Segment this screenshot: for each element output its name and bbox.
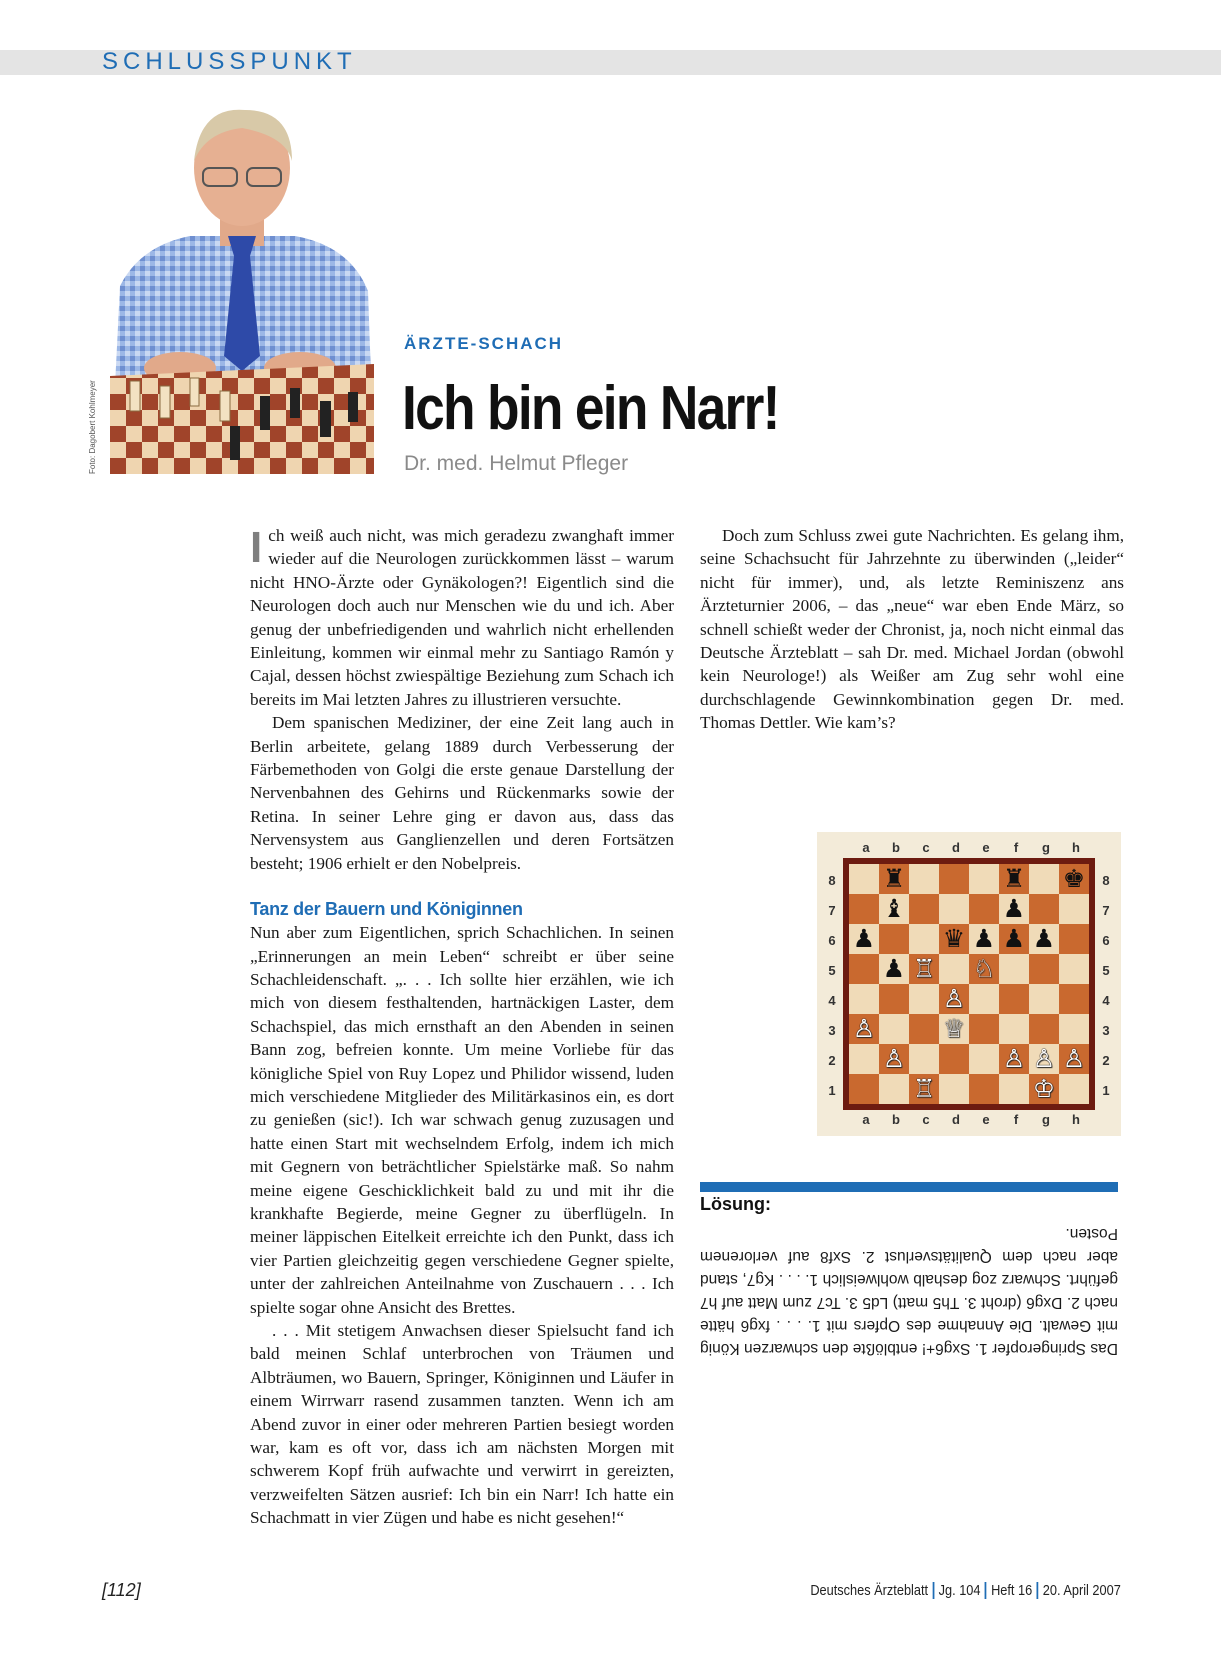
board-square-d7 bbox=[939, 894, 969, 924]
journal-name: Deutsches Ärzteblatt bbox=[810, 1582, 929, 1599]
chess-piece: ♙ bbox=[942, 984, 966, 1013]
board-square-g7 bbox=[1029, 894, 1059, 924]
board-square-a8 bbox=[849, 864, 879, 894]
board-square-b1 bbox=[879, 1074, 909, 1104]
board-square-c5 bbox=[909, 954, 939, 984]
rank-labels-left: 8 7 6 5 4 3 2 1 bbox=[828, 873, 836, 1098]
board-square-b8 bbox=[879, 864, 909, 894]
chess-piece: ♘ bbox=[972, 954, 996, 983]
chess-piece: ♜ bbox=[1002, 864, 1026, 893]
section-label: SCHLUSSPUNKT bbox=[102, 48, 357, 75]
footer-separator bbox=[985, 1582, 987, 1599]
board-square-c8 bbox=[909, 864, 939, 894]
journal-date: 20. April 2007 bbox=[1042, 1582, 1121, 1599]
board-square-g6 bbox=[1029, 924, 1059, 954]
journal-footer bbox=[811, 1582, 1121, 1599]
chess-piece: ♙ bbox=[1002, 1044, 1026, 1073]
board-square-g8 bbox=[1029, 864, 1059, 894]
board-square-h1 bbox=[1059, 1074, 1089, 1104]
board-square-c1 bbox=[909, 1074, 939, 1104]
article-headline: Ich bin ein Narr! bbox=[402, 374, 779, 443]
board-square-e4 bbox=[969, 984, 999, 1014]
chess-piece: ♟ bbox=[1032, 924, 1056, 953]
board-square-b6 bbox=[879, 924, 909, 954]
board-square-a3 bbox=[849, 1014, 879, 1044]
board-square-h5 bbox=[1059, 954, 1089, 984]
board-square-a2 bbox=[849, 1044, 879, 1074]
chess-piece: ♔ bbox=[1032, 1074, 1056, 1103]
chess-piece: ♟ bbox=[1002, 894, 1026, 923]
board-square-f5 bbox=[999, 954, 1029, 984]
board-square-h6 bbox=[1059, 924, 1089, 954]
board-square-h4 bbox=[1059, 984, 1089, 1014]
board-square-g5 bbox=[1029, 954, 1059, 984]
board-square-e5 bbox=[969, 954, 999, 984]
board-square-e3 bbox=[969, 1014, 999, 1044]
footer-separator bbox=[1037, 1582, 1039, 1599]
board-square-f7 bbox=[999, 894, 1029, 924]
board-square-c2 bbox=[909, 1044, 939, 1074]
chess-piece: ♖ bbox=[912, 954, 936, 983]
section-subhead: Tanz der Bauern und Königinnen bbox=[250, 899, 523, 920]
file-labels-top: a b c d e f g h bbox=[862, 840, 1080, 855]
chess-piece: ♟ bbox=[972, 924, 996, 953]
board-square-f2 bbox=[999, 1044, 1029, 1074]
board-square-e1 bbox=[969, 1074, 999, 1104]
board-square-d2 bbox=[939, 1044, 969, 1074]
solution-bar bbox=[700, 1182, 1118, 1192]
board-square-d6 bbox=[939, 924, 969, 954]
board-square-a5 bbox=[849, 954, 879, 984]
board-square-h3 bbox=[1059, 1014, 1089, 1044]
board-square-f8 bbox=[999, 864, 1029, 894]
board-square-b5 bbox=[879, 954, 909, 984]
board-square-g3 bbox=[1029, 1014, 1059, 1044]
board-square-c4 bbox=[909, 984, 939, 1014]
board-square-c6 bbox=[909, 924, 939, 954]
paragraph-3: Nun aber zum Eigentlichen, sprich Schachlichen. In seinen „Erinnerungen an mein Leben“ schreibt er über seine Schachleidenschaft. „. . . Ich sollte hier erzählen, wie ich mich von diesem festhaltenden, hartnäckigen Laster, dem Schachspiel, das mich ernsthaft an den Abenden in seinen Bann zog, befreien konnte. Um meine Vorliebe für das königliche Spiel von Ruy Lopez und Philidor wissend, luden mich verschiedene Mitglieder des Militärkasinos ein, es dort zu genießen (sic!). Ich war schwach genug zuzusagen und hatte einen Start mit wechselndem Erfolg, indem ich mich mit Gegnern von beträchtlicher Spielstärke maß. So nahm meine eigene Geschicklichkeit bald zu und mit ihr die krankhafte Begierde, meine Gegner zu überflügeln. In meiner läppischen Eitelkeit erreichte ich den Punkt, dass ich vier Partien gleichzeitig gegen verschiedene Gegner spielte, unter der zahlreichen Anteilnahme von Zuschauern . . . Ich spielte sogar ohne Ansicht des Brettes. bbox=[250, 923, 674, 1317]
chess-piece: ♟ bbox=[1002, 924, 1026, 953]
board-square-h2 bbox=[1059, 1044, 1089, 1074]
board-square-h8 bbox=[1059, 864, 1089, 894]
board-square-f1 bbox=[999, 1074, 1029, 1104]
solution-title: Lösung: bbox=[700, 1194, 771, 1214]
paragraph-2: Dem spanischen Mediziner, der eine Zeit lang auch in Berlin arbeitete, gelang 1889 durch Verbesserung der Färbemethoden von Golgi die erste genaue Darstellung der Nervenbahnen des Gehirns und Rückenmarks sowie der Retina. In seiner Lehre ging er davon aus, dass das Nervensystem aus Ganglienzellen und deren Fortsätzen besteht; 1906 erhielt er den Nobelpreis. bbox=[250, 713, 674, 873]
chess-piece: ♟ bbox=[852, 924, 876, 953]
board-square-d4 bbox=[939, 984, 969, 1014]
page-number: [112] bbox=[102, 1580, 141, 1600]
chess-piece: ♙ bbox=[882, 1044, 906, 1073]
paragraph-5: Doch zum Schluss zwei gute Nachrichten. Es gelang ihm, seine Schachsucht für Jahrzehnte zu überwinden („leider“ nicht für immer), und, als letzte Reminiszenz ans Ärzteturnier 2006, – das „neue“ war eben Ende März, so schnell schießt weder der Chronist, ja, noch nicht einmal das Deutsche Ärzteblatt – sah Dr. med. Michael Jordan (obwohl kein Neurologe!) als Weißer am Zug sehr wohl eine durchschlagende Gewinnkombination gegen Dr. med. Thomas Dettler. Wie kam’s? bbox=[700, 526, 1124, 733]
board-square-g2 bbox=[1029, 1044, 1059, 1074]
drop-cap: I bbox=[250, 523, 263, 572]
chess-piece: ♙ bbox=[1032, 1044, 1056, 1073]
board-square-d5 bbox=[939, 954, 969, 984]
chess-board bbox=[849, 864, 1089, 1104]
article-author: Dr. med. Helmut Pfleger bbox=[404, 452, 629, 475]
board-square-a6 bbox=[849, 924, 879, 954]
paragraph-intro bbox=[250, 524, 674, 711]
solution-text-upside-down: Das Springeropfer 1. Sxg6+! entblößte den schwarzen König mit Gewalt. Die Annahme des Opfers mit 1. . . . fxg6 hätte nach 2. Dxg6 (droht 3. Th5 matt) Ld5 3. Tc7 zum Matt auf h7 geführt. Schwarz zog deshalb wohlweislich 1. . . . Kg7, stand aber nach dem Qualitätsverlust 2. Sxf8 auf verlorenem Posten. bbox=[700, 1225, 1118, 1357]
chess-diagram bbox=[817, 832, 1121, 1136]
chess-piece: ♛ bbox=[942, 924, 966, 953]
board-square-b2 bbox=[879, 1044, 909, 1074]
footer-separator bbox=[933, 1582, 935, 1599]
board-square-f3 bbox=[999, 1014, 1029, 1044]
board-square-c7 bbox=[909, 894, 939, 924]
journal-issue: Heft 16 bbox=[991, 1582, 1033, 1599]
board-square-b3 bbox=[879, 1014, 909, 1044]
board-square-b4 bbox=[879, 984, 909, 1014]
chess-piece: ♟ bbox=[882, 954, 906, 983]
board-square-d1 bbox=[939, 1074, 969, 1104]
board-square-a1 bbox=[849, 1074, 879, 1104]
article-column-1 bbox=[250, 524, 674, 1530]
board-square-e7 bbox=[969, 894, 999, 924]
chess-piece: ♙ bbox=[852, 1014, 876, 1043]
journal-volume: Jg. 104 bbox=[938, 1582, 981, 1599]
article-kicker: ÄRZTE-SCHACH bbox=[404, 334, 564, 353]
board-square-g1 bbox=[1029, 1074, 1059, 1104]
article-column-2 bbox=[700, 524, 1124, 735]
author-photo bbox=[110, 106, 374, 474]
board-square-e2 bbox=[969, 1044, 999, 1074]
chess-piece: ♚ bbox=[1062, 864, 1086, 893]
paragraph-4: . . . Mit stetigem Anwachsen dieser Spielsucht fand ich bald meinen Schlaf unterbrochen von Träumen und Albträumen, wo Bauern, Springer, Königinnen und Läufer in einem Wirrwarr rasend zusammen tanzten. Wenn ich am Abend zuvor in einer oder mehreren Partien besiegt worden war, kam es oft vor, dass ich am nächsten Morgen mit schwerem Kopf früh aufwachte und verwirrt in gereizten, verzweifelten Sätzen ausrief: Ich bin ein Narr! Ich hatte ein Schachmatt in vier Zügen und habe es nicht gesehen!“ bbox=[250, 1321, 674, 1528]
board-square-f6 bbox=[999, 924, 1029, 954]
chess-piece: ♙ bbox=[1062, 1044, 1086, 1073]
chess-piece: ♖ bbox=[912, 1074, 936, 1103]
board-square-a7 bbox=[849, 894, 879, 924]
chess-piece: ♕ bbox=[942, 1014, 966, 1043]
board-square-h7 bbox=[1059, 894, 1089, 924]
chess-piece: ♝ bbox=[882, 894, 906, 923]
board-square-g4 bbox=[1029, 984, 1059, 1014]
paragraph-intro-text: ch weiß auch nicht, was mich geradezu zwanghaft immer wieder auf die Neurologen zurückkommen lässt – warum nicht HNO-Ärzte oder Gynäkologen?! Eigentlich sind die Neurologen doch auch nur Menschen wie du und ich. Aber genug der unbefriedigenden und wahrlich nicht erhellenden Einleitung, kommen wir einmal mehr zu Santiago Ramón y Cajal, dessen höchst zwiespältige Beziehung zum Schach ich bereits im Mai letzten Jahres zu illustrieren versuchte. bbox=[250, 526, 674, 709]
board-square-e8 bbox=[969, 864, 999, 894]
file-labels-bottom: a b c d e f g h bbox=[862, 1112, 1080, 1127]
board-square-f4 bbox=[999, 984, 1029, 1014]
rank-labels-right: 8 7 6 5 4 3 2 1 bbox=[1102, 873, 1110, 1098]
board-square-a4 bbox=[849, 984, 879, 1014]
board-square-c3 bbox=[909, 1014, 939, 1044]
board-square-d3 bbox=[939, 1014, 969, 1044]
board-square-e6 bbox=[969, 924, 999, 954]
board-square-b7 bbox=[879, 894, 909, 924]
board-square-d8 bbox=[939, 864, 969, 894]
chess-piece: ♜ bbox=[882, 864, 906, 893]
photo-credit: Foto: Dagobert Kohlmeyer bbox=[88, 380, 97, 474]
